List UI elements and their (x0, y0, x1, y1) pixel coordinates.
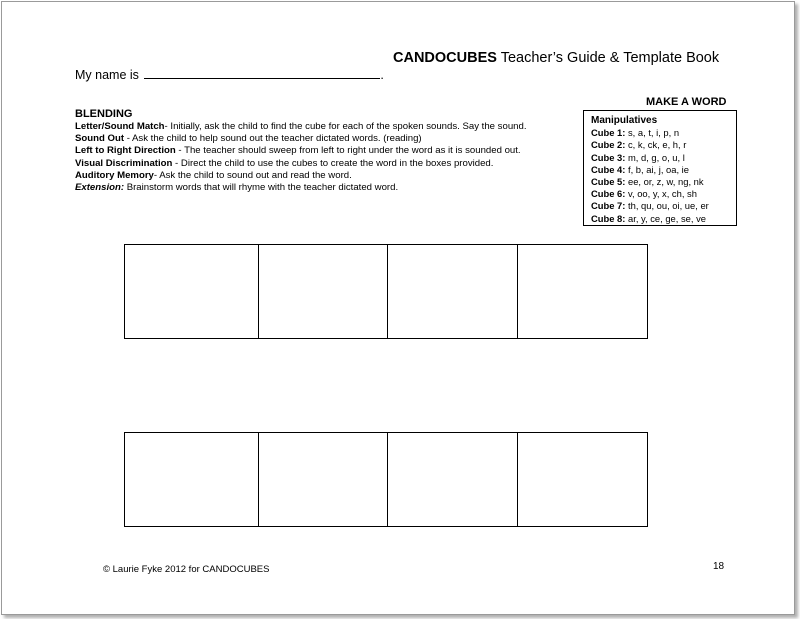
cube-label: Cube 5: (591, 176, 626, 188)
instruction-term: Visual Discrimination (75, 157, 173, 169)
instruction-term: Auditory Memory (75, 169, 154, 181)
letter-box[interactable] (259, 245, 388, 338)
page-title (393, 50, 719, 66)
word-box-row-1 (124, 244, 648, 339)
instruction-line (75, 121, 595, 133)
cube-label: Cube 3: (591, 151, 626, 163)
instruction-text: - The teacher should sweep from left to right under the word as it is sounded out. (175, 145, 521, 157)
instruction-line (75, 158, 595, 170)
cube-label: Cube 7: (591, 200, 626, 212)
name-end: . (380, 68, 384, 82)
name-blank[interactable] (144, 67, 380, 79)
cube-letters: m, d, g, o, u, l (625, 151, 685, 163)
instruction-line (75, 133, 595, 145)
instruction-term: Extension: (75, 182, 125, 194)
cube-label: Cube 1: (591, 127, 626, 139)
manipulatives-box (583, 110, 737, 226)
cube-letters: s, a, t, i, p, n (625, 127, 680, 139)
title-rest: Teacher’s Guide & Template Book (496, 50, 720, 66)
instruction-line (75, 145, 595, 157)
letter-box[interactable] (518, 433, 648, 526)
name-label: My name is (75, 68, 139, 82)
cube-letters: c, k, ck, e, h, r (625, 139, 687, 151)
instruction-text: - Initially, ask the child to find the cube for each of the spoken sounds. Say the sound. (164, 121, 527, 132)
cube-letters: ee, or, z, w, ng, nk (625, 176, 704, 188)
instruction-term: Sound Out (75, 133, 125, 145)
instruction-text: - Direct the child to use the cubes to create the word in the boxes provided. (172, 157, 494, 169)
cube-line (591, 152, 736, 164)
cube-line (591, 188, 736, 200)
letter-box[interactable] (259, 433, 388, 526)
cube-label: Cube 6: (591, 188, 626, 200)
page-number: 18 (713, 561, 725, 572)
cube-letters: ar, y, ce, ge, se, ve (625, 212, 706, 224)
instruction-line (75, 170, 595, 182)
letter-box[interactable] (388, 433, 518, 526)
cube-label: Cube 4: (591, 163, 626, 175)
cube-line (591, 164, 736, 176)
cube-letters: v, oo, y, x, ch, sh (625, 188, 697, 200)
cube-letters: f, b, ai, j, oa, ie (625, 163, 689, 175)
cube-label: Cube 2: (591, 139, 626, 151)
cube-letters: th, qu, ou, oi, ue, er (625, 200, 709, 212)
cube-line (591, 176, 736, 188)
instruction-line (75, 182, 595, 194)
cube-line (591, 200, 736, 212)
word-box-row-2 (124, 432, 648, 527)
instruction-text: Brainstorm words that will rhyme with the teacher dictated word. (124, 182, 399, 194)
cube-label: Cube 8: (591, 212, 626, 224)
letter-box[interactable] (125, 245, 259, 338)
manipulatives-title: Manipulatives (591, 115, 658, 126)
instruction-term: Letter/Sound Match (75, 121, 165, 132)
section-title: BLENDING (75, 108, 133, 120)
instruction-text: - Ask the child to sound out and read the word. (153, 169, 352, 181)
cube-line (591, 127, 736, 139)
copyright-footer: © Laurie Fyke 2012 for CANDOCUBES (103, 564, 270, 575)
letter-box[interactable] (518, 245, 648, 338)
brand-name: CANDOCUBES (393, 50, 497, 66)
letter-box[interactable] (388, 245, 518, 338)
letter-box[interactable] (125, 433, 259, 526)
instruction-text: - Ask the child to help sound out the teacher dictated words. (reading) (124, 133, 422, 145)
cube-line (591, 139, 736, 151)
name-line (75, 67, 384, 82)
blending-instructions (75, 108, 595, 194)
cube-line (591, 213, 736, 225)
instruction-term: Left to Right Direction (75, 145, 176, 157)
make-a-word-title: MAKE A WORD (646, 96, 727, 108)
